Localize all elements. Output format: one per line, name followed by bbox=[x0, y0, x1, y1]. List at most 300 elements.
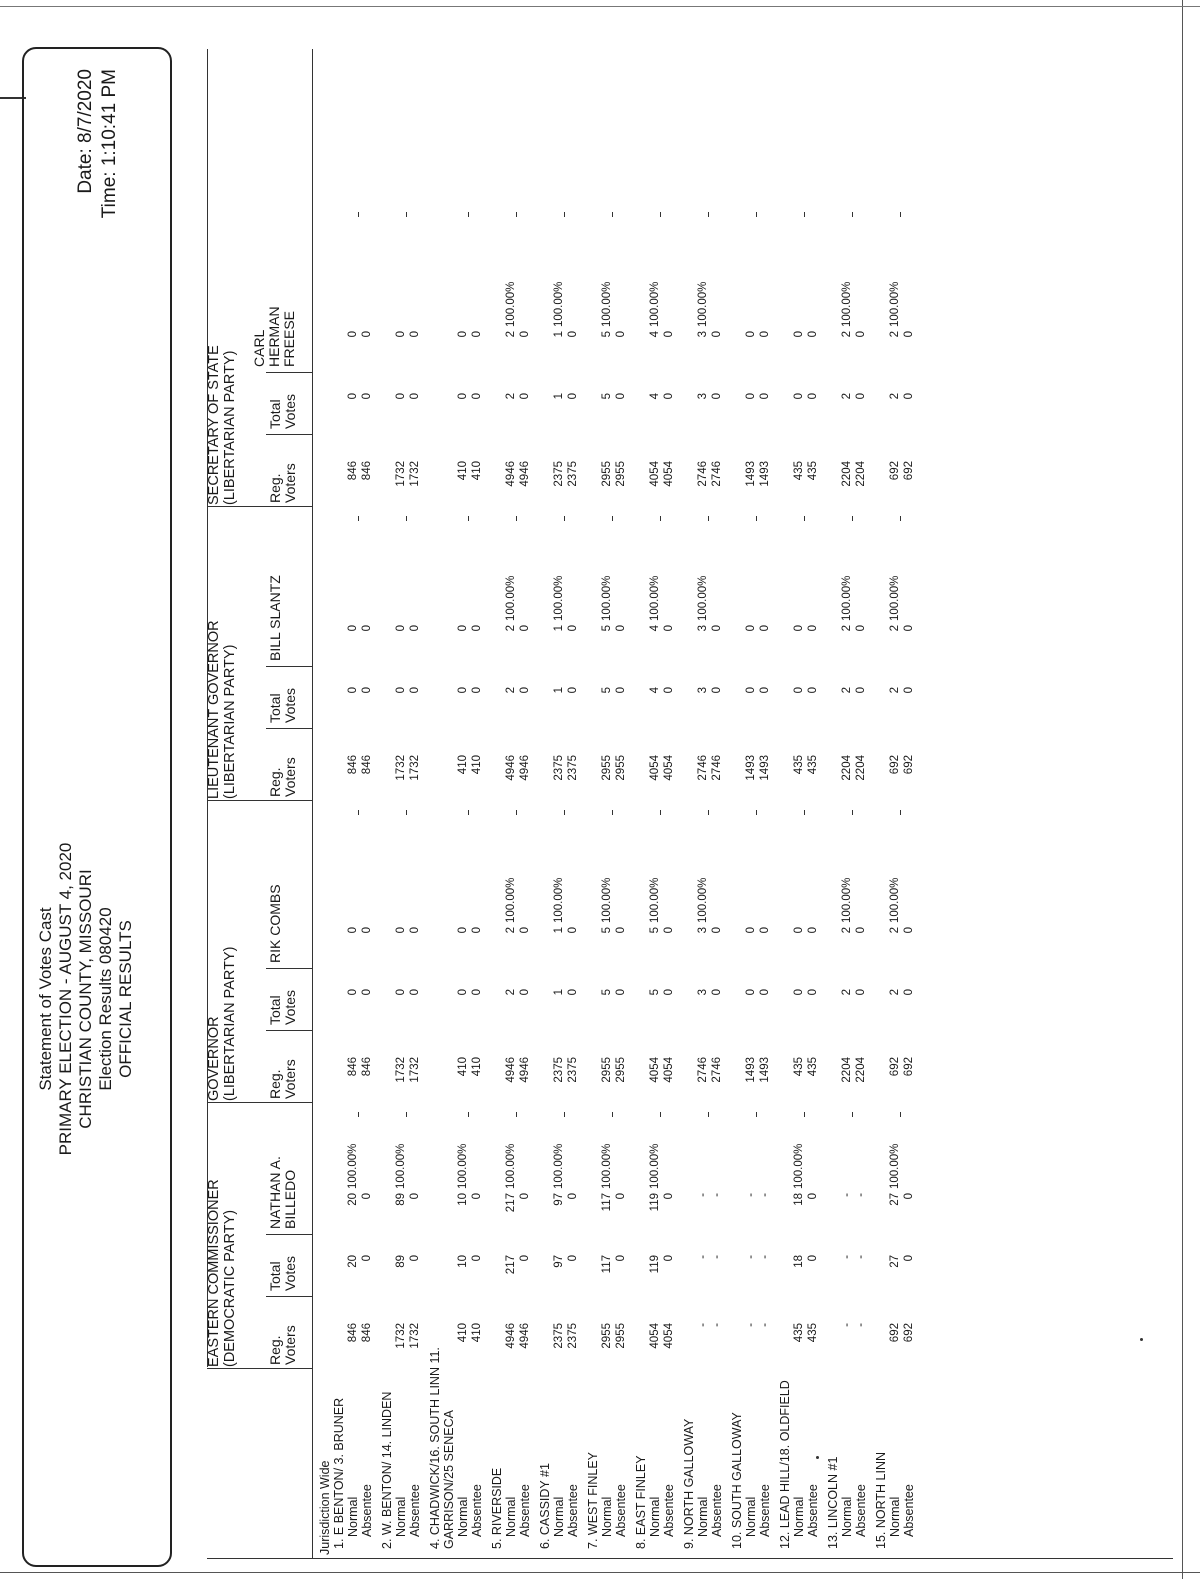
contest-title bbox=[206, 1179, 238, 1367]
total-votes-value: 0 bbox=[711, 989, 723, 996]
candidate-percent: 100.00% bbox=[601, 1143, 613, 1189]
reg-voters-value: 2955 bbox=[601, 461, 613, 487]
candidate-percent: 100.00% bbox=[889, 281, 901, 327]
reg-voters-value: 2204 bbox=[841, 461, 853, 487]
candidate-percent: 100.00% bbox=[553, 575, 565, 621]
scan-edge-line-left bbox=[0, 1572, 1200, 1573]
header-word: Reg. bbox=[267, 767, 283, 797]
reg-voters-value: 4946 bbox=[519, 461, 531, 487]
reg-voters-value: - bbox=[745, 1323, 757, 1327]
total-votes-value: 20 bbox=[347, 1255, 359, 1268]
row-label: Absentee bbox=[902, 1484, 916, 1537]
candidate-votes-value: 0 bbox=[457, 625, 469, 632]
candidate-votes-value: 0 bbox=[807, 927, 819, 934]
contest-party-line: (LIBERTARIAN PARTY) bbox=[222, 946, 238, 1101]
candidate-votes-value: 0 bbox=[663, 331, 675, 338]
precinct-name: 15. NORTH LINN bbox=[874, 1451, 888, 1549]
row-label: Normal bbox=[888, 1496, 902, 1537]
total-votes-value: 0 bbox=[567, 1255, 579, 1262]
reg-voters-value: 4946 bbox=[505, 461, 517, 487]
title-line: PRIMARY ELECTION - AUGUST 4, 2020 bbox=[56, 842, 75, 1156]
total-votes-value: 0 bbox=[615, 989, 627, 996]
reg-voters-value: 435 bbox=[807, 1057, 819, 1077]
candidate-votes-value: 2 bbox=[505, 625, 517, 632]
row-label: Absentee bbox=[710, 1484, 724, 1537]
reg-voters-value: - bbox=[759, 1323, 771, 1327]
candidate-votes-value: 0 bbox=[409, 927, 421, 934]
candidate-name-line: NATHAN A. bbox=[267, 1156, 283, 1229]
candidate-votes-value: 1 bbox=[553, 927, 565, 934]
reg-voters-value: 1732 bbox=[395, 1057, 407, 1083]
candidate-percent: 100.00% bbox=[649, 281, 661, 327]
jurisdiction-label: Jurisdiction Wide bbox=[318, 1460, 332, 1555]
total-votes-value: 2 bbox=[841, 393, 853, 400]
row-tick-mark bbox=[852, 212, 853, 217]
reg-voters-value: 846 bbox=[361, 755, 373, 775]
reg-voters-value: 1493 bbox=[745, 755, 757, 781]
candidate-votes-value: 97 bbox=[553, 1193, 565, 1206]
contest-party-line: (LIBERTARIAN PARTY) bbox=[222, 350, 238, 505]
candidate-votes-value: 0 bbox=[793, 927, 805, 934]
candidate-votes-value: 5 bbox=[601, 331, 613, 338]
reg-voters-value: 692 bbox=[903, 755, 915, 775]
reg-voters-value: 1493 bbox=[759, 1057, 771, 1083]
candidate-votes-value: 0 bbox=[361, 625, 373, 632]
candidate-votes-value: 0 bbox=[471, 1193, 483, 1200]
total-votes-value: 97 bbox=[553, 1255, 565, 1268]
total-votes-value: 18 bbox=[793, 1255, 805, 1268]
header-word: Reg. bbox=[267, 1069, 283, 1099]
total-votes-value: 3 bbox=[697, 687, 709, 694]
title-line: CHRISTIAN COUNTY, MISSOURI bbox=[76, 869, 95, 1129]
reg-voters-value: 692 bbox=[889, 1057, 901, 1077]
reg-voters-value: 410 bbox=[471, 1323, 483, 1343]
header-word: Votes bbox=[282, 1255, 298, 1291]
candidate-votes-value: 0 bbox=[519, 1193, 531, 1200]
candidate-percent: 100.00% bbox=[889, 1143, 901, 1189]
total-votes-value: 27 bbox=[889, 1255, 901, 1268]
candidate-votes-value: 5 bbox=[649, 927, 661, 934]
candidate-votes-value: 0 bbox=[615, 1193, 627, 1200]
total-votes-value: - bbox=[855, 1255, 867, 1259]
reg-voters-value: 435 bbox=[807, 755, 819, 775]
candidate-votes-value: 0 bbox=[663, 927, 675, 934]
row-label: Normal bbox=[744, 1496, 758, 1537]
candidate-votes-value: 5 bbox=[601, 625, 613, 632]
contest-divider bbox=[207, 1102, 313, 1103]
candidate-header bbox=[252, 306, 297, 367]
reg-voters-value: 410 bbox=[457, 461, 469, 481]
row-label: Normal bbox=[394, 1496, 408, 1537]
contest-title bbox=[206, 947, 238, 1101]
candidate-percent: 100.00% bbox=[649, 877, 661, 923]
header-word: Votes bbox=[282, 393, 298, 429]
contest-title-line: SECRETARY OF STATE bbox=[206, 345, 222, 505]
reg-voters-value: 2955 bbox=[615, 755, 627, 781]
reg-voters-value: 435 bbox=[807, 1323, 819, 1343]
row-label: Absentee bbox=[614, 1484, 628, 1537]
table-left-border bbox=[207, 1558, 1173, 1559]
candidate-votes-value: - bbox=[697, 1193, 709, 1197]
total-votes-value: 0 bbox=[793, 989, 805, 996]
column-header-rule bbox=[312, 49, 313, 1559]
row-label: Normal bbox=[696, 1496, 710, 1537]
candidate-votes-value: 0 bbox=[903, 625, 915, 632]
total-votes-value: 2 bbox=[889, 989, 901, 996]
total-votes-value: 2 bbox=[505, 989, 517, 996]
reg-voters-header bbox=[268, 463, 298, 503]
col-divider bbox=[266, 434, 312, 435]
total-votes-value: 0 bbox=[615, 687, 627, 694]
reg-voters-value: 846 bbox=[347, 755, 359, 775]
candidate-votes-value: 0 bbox=[759, 331, 771, 338]
candidate-percent: 100.00% bbox=[601, 281, 613, 327]
candidate-header bbox=[268, 575, 283, 661]
total-votes-value: - bbox=[745, 1255, 757, 1259]
reg-voters-value: 4054 bbox=[663, 1057, 675, 1083]
candidate-votes-value: 2 bbox=[889, 927, 901, 934]
candidate-percent: 100.00% bbox=[841, 575, 853, 621]
candidate-votes-value: 5 bbox=[601, 927, 613, 934]
total-votes-value: 0 bbox=[361, 1255, 373, 1262]
candidate-votes-value: 0 bbox=[567, 331, 579, 338]
reg-voters-value: 4946 bbox=[505, 1323, 517, 1349]
total-votes-value: 0 bbox=[807, 989, 819, 996]
title-line: Election Results 080420 bbox=[96, 907, 115, 1091]
total-votes-value: 3 bbox=[697, 393, 709, 400]
candidate-name-line: HERMAN bbox=[266, 306, 282, 367]
reg-voters-value: 1732 bbox=[409, 1057, 421, 1083]
candidate-votes-value: 1 bbox=[553, 625, 565, 632]
candidate-votes-value: 0 bbox=[903, 1193, 915, 1200]
candidate-percent: 100.00% bbox=[553, 877, 565, 923]
total-votes-value: - bbox=[711, 1255, 723, 1259]
header-word: Reg. bbox=[267, 473, 283, 503]
candidate-votes-value: - bbox=[759, 1193, 771, 1197]
candidate-votes-value: 0 bbox=[361, 927, 373, 934]
header-word: Votes bbox=[282, 687, 298, 723]
reg-voters-value: 4054 bbox=[663, 1323, 675, 1349]
row-label: Normal bbox=[792, 1496, 806, 1537]
candidate-votes-value: 0 bbox=[711, 625, 723, 632]
candidate-votes-value: 0 bbox=[409, 625, 421, 632]
reg-voters-value: 2375 bbox=[553, 1323, 565, 1349]
total-votes-value: 0 bbox=[519, 393, 531, 400]
row-label: Normal bbox=[552, 1496, 566, 1537]
candidate-votes-value: - bbox=[745, 1193, 757, 1197]
total-votes-value: 0 bbox=[347, 989, 359, 996]
row-tick-mark bbox=[358, 212, 359, 217]
reg-voters-value: 692 bbox=[889, 461, 901, 481]
reg-voters-value: 1493 bbox=[759, 461, 771, 487]
col-divider bbox=[266, 968, 312, 969]
reg-voters-value: 410 bbox=[457, 755, 469, 775]
total-votes-value: 0 bbox=[745, 989, 757, 996]
time-value: 1:10:41 PM bbox=[99, 69, 120, 167]
contest-divider bbox=[207, 506, 313, 507]
reg-voters-value: 2204 bbox=[841, 1057, 853, 1083]
candidate-votes-value: - bbox=[711, 1193, 723, 1197]
reg-voters-value: 410 bbox=[471, 755, 483, 775]
reg-voters-value: 4946 bbox=[505, 755, 517, 781]
reg-voters-value: 1732 bbox=[409, 755, 421, 781]
precinct-name: 1. E BENTON/ 3. BRUNER bbox=[332, 1397, 346, 1549]
total-votes-header bbox=[268, 394, 298, 429]
candidate-votes-value: 2 bbox=[505, 331, 517, 338]
reg-voters-value: 435 bbox=[793, 1323, 805, 1343]
reg-voters-value: 1493 bbox=[745, 461, 757, 487]
candidate-votes-value: 0 bbox=[519, 927, 531, 934]
candidate-votes-value: 0 bbox=[745, 331, 757, 338]
col-divider bbox=[266, 1296, 312, 1297]
reg-voters-value: 4054 bbox=[663, 755, 675, 781]
total-votes-value: 0 bbox=[347, 687, 359, 694]
header-word: Total bbox=[267, 399, 283, 429]
total-votes-value: 0 bbox=[457, 687, 469, 694]
candidate-percent: 100.00% bbox=[889, 877, 901, 923]
total-votes-value: 3 bbox=[697, 989, 709, 996]
total-votes-value: 0 bbox=[567, 393, 579, 400]
total-votes-value: 217 bbox=[505, 1255, 517, 1275]
scan-speck bbox=[1140, 1338, 1143, 1341]
reg-voters-value: 2204 bbox=[855, 461, 867, 487]
precinct-name: 9. NORTH GALLOWAY bbox=[682, 1418, 696, 1549]
candidate-votes-value: 2 bbox=[841, 927, 853, 934]
candidate-votes-value: - bbox=[855, 1193, 867, 1197]
candidate-name-line: FREESE bbox=[281, 310, 297, 367]
total-votes-value: 0 bbox=[361, 687, 373, 694]
total-votes-value: 0 bbox=[793, 687, 805, 694]
total-votes-value: 0 bbox=[361, 393, 373, 400]
candidate-votes-value: 2 bbox=[889, 331, 901, 338]
total-votes-value: 0 bbox=[903, 1255, 915, 1262]
row-label: Normal bbox=[346, 1496, 360, 1537]
row-label: Absentee bbox=[758, 1484, 772, 1537]
candidate-percent: 100.00% bbox=[347, 1143, 359, 1189]
header-word: Reg. bbox=[267, 1335, 283, 1365]
header-word: Voters bbox=[282, 1059, 298, 1099]
total-votes-value: 10 bbox=[457, 1255, 469, 1268]
reg-voters-value: 2375 bbox=[567, 1323, 579, 1349]
candidate-votes-value: 0 bbox=[807, 1193, 819, 1200]
candidate-percent: 100.00% bbox=[601, 575, 613, 621]
total-votes-value: 89 bbox=[395, 1255, 407, 1268]
candidate-percent: 100.00% bbox=[505, 1143, 517, 1189]
header-word: Voters bbox=[282, 757, 298, 797]
total-votes-value: 5 bbox=[601, 393, 613, 400]
candidate-votes-value: 0 bbox=[759, 927, 771, 934]
candidate-percent: 100.00% bbox=[395, 1143, 407, 1189]
candidate-votes-value: 0 bbox=[793, 625, 805, 632]
col-divider bbox=[266, 372, 312, 373]
candidate-header bbox=[268, 884, 283, 963]
candidate-votes-value: 0 bbox=[745, 927, 757, 934]
row-label: Absentee bbox=[518, 1484, 532, 1537]
reg-voters-value: 410 bbox=[471, 461, 483, 481]
total-votes-header bbox=[268, 1256, 298, 1291]
candidate-percent: 100.00% bbox=[841, 281, 853, 327]
precinct-name: 2. W. BENTON/ 14. LINDEN bbox=[380, 1391, 394, 1549]
candidate-votes-value: 0 bbox=[395, 927, 407, 934]
row-tick-mark bbox=[900, 212, 901, 217]
precinct-name: GARRISON/25 SENECA bbox=[442, 1410, 456, 1549]
reg-voters-value: 2746 bbox=[711, 755, 723, 781]
total-votes-value: 5 bbox=[649, 989, 661, 996]
reg-voters-value: - bbox=[711, 1323, 723, 1327]
total-votes-value: 0 bbox=[759, 687, 771, 694]
candidate-percent: 100.00% bbox=[553, 281, 565, 327]
precinct-name: 12. LEAD HILL/18. OLDFIELD bbox=[778, 1380, 792, 1549]
candidate-votes-value: 0 bbox=[711, 331, 723, 338]
reg-voters-value: 2955 bbox=[601, 1057, 613, 1083]
total-votes-value: 2 bbox=[841, 687, 853, 694]
reg-voters-value: 4054 bbox=[649, 461, 661, 487]
total-votes-value: 0 bbox=[519, 989, 531, 996]
col-divider bbox=[266, 666, 312, 667]
col-divider bbox=[266, 1234, 312, 1235]
title-line: Statement of Votes Cast bbox=[36, 907, 55, 1091]
total-votes-value: 0 bbox=[745, 393, 757, 400]
candidate-percent: 100.00% bbox=[505, 281, 517, 327]
reg-voters-value: 692 bbox=[889, 755, 901, 775]
row-tick-mark bbox=[612, 212, 613, 217]
total-votes-value: 0 bbox=[711, 687, 723, 694]
candidate-votes-value: 0 bbox=[567, 927, 579, 934]
total-votes-value: 0 bbox=[903, 989, 915, 996]
candidate-votes-value: 2 bbox=[889, 625, 901, 632]
date-label: Date: bbox=[75, 148, 96, 194]
candidate-percent: 100.00% bbox=[697, 877, 709, 923]
total-votes-value: 0 bbox=[409, 989, 421, 996]
contest-title bbox=[206, 345, 238, 505]
reg-voters-value: 2375 bbox=[553, 461, 565, 487]
title-line: OFFICIAL RESULTS bbox=[116, 920, 135, 1078]
reg-voters-value: 2746 bbox=[697, 755, 709, 781]
total-votes-value: 0 bbox=[395, 393, 407, 400]
total-votes-value: 0 bbox=[471, 393, 483, 400]
total-votes-value: 2 bbox=[889, 687, 901, 694]
reg-voters-value: 846 bbox=[361, 1323, 373, 1343]
header-word: Votes bbox=[282, 989, 298, 1025]
precinct-name: 6. CASSIDY #1 bbox=[538, 1463, 552, 1549]
candidate-votes-value: 89 bbox=[395, 1193, 407, 1206]
candidate-votes-value: 0 bbox=[519, 625, 531, 632]
contest-title bbox=[206, 620, 238, 799]
row-label: Normal bbox=[840, 1496, 854, 1537]
total-votes-value: 2 bbox=[889, 393, 901, 400]
candidate-percent: 100.00% bbox=[601, 877, 613, 923]
reg-voters-value: 2746 bbox=[697, 1057, 709, 1083]
candidate-votes-value: 0 bbox=[471, 625, 483, 632]
candidate-votes-value: 0 bbox=[519, 331, 531, 338]
row-tick-mark bbox=[516, 212, 517, 217]
total-votes-value: 0 bbox=[663, 989, 675, 996]
candidate-votes-value: 2 bbox=[841, 331, 853, 338]
contest-title-line: GOVERNOR bbox=[206, 1016, 222, 1101]
row-label: Absentee bbox=[566, 1484, 580, 1537]
row-label: Absentee bbox=[854, 1484, 868, 1537]
total-votes-value: - bbox=[759, 1255, 771, 1259]
reg-voters-value: 2746 bbox=[697, 461, 709, 487]
reg-voters-value: 2746 bbox=[711, 1057, 723, 1083]
candidate-votes-value: 0 bbox=[903, 927, 915, 934]
candidate-votes-value: 0 bbox=[759, 625, 771, 632]
total-votes-value: 0 bbox=[663, 1255, 675, 1262]
row-tick-mark bbox=[804, 212, 805, 217]
scan-edge-line bbox=[1182, 0, 1183, 1579]
total-votes-value: 0 bbox=[745, 687, 757, 694]
reg-voters-value: 2955 bbox=[601, 755, 613, 781]
row-tick-mark bbox=[406, 212, 407, 217]
reg-voters-value: 2204 bbox=[841, 755, 853, 781]
candidate-votes-value: 0 bbox=[567, 625, 579, 632]
candidate-votes-value: 0 bbox=[409, 331, 421, 338]
precinct-name: 7. WEST FINLEY bbox=[586, 1451, 600, 1549]
reg-voters-value: 410 bbox=[457, 1323, 469, 1343]
candidate-votes-value: 0 bbox=[663, 625, 675, 632]
total-votes-value: 0 bbox=[807, 393, 819, 400]
total-votes-value: 0 bbox=[759, 393, 771, 400]
reg-voters-value: 2375 bbox=[567, 461, 579, 487]
total-votes-value: 0 bbox=[903, 393, 915, 400]
candidate-votes-value: 0 bbox=[615, 625, 627, 632]
reg-voters-value: 4946 bbox=[519, 1057, 531, 1083]
row-label: Absentee bbox=[662, 1484, 676, 1537]
candidate-votes-value: 0 bbox=[347, 927, 359, 934]
total-votes-value: 0 bbox=[395, 989, 407, 996]
total-votes-value: 0 bbox=[519, 687, 531, 694]
col-divider bbox=[266, 728, 312, 729]
candidate-votes-value: 0 bbox=[807, 625, 819, 632]
reg-voters-value: 2204 bbox=[855, 755, 867, 781]
precinct-name: 10. SOUTH GALLOWAY bbox=[730, 1412, 744, 1549]
candidate-votes-value: 0 bbox=[395, 625, 407, 632]
candidate-votes-value: 3 bbox=[697, 927, 709, 934]
reg-voters-value: 846 bbox=[347, 1323, 359, 1343]
candidate-votes-value: 0 bbox=[471, 331, 483, 338]
total-votes-value: 0 bbox=[903, 687, 915, 694]
reg-voters-value: 410 bbox=[471, 1057, 483, 1077]
candidate-votes-value: 0 bbox=[457, 331, 469, 338]
candidate-percent: 100.00% bbox=[841, 877, 853, 923]
row-label: Absentee bbox=[360, 1484, 374, 1537]
total-votes-value: 0 bbox=[567, 687, 579, 694]
row-tick-mark bbox=[468, 212, 469, 217]
row-tick-mark bbox=[708, 212, 709, 217]
date-time-block bbox=[74, 69, 122, 269]
total-votes-value: 4 bbox=[649, 687, 661, 694]
reg-voters-value: 4054 bbox=[649, 1323, 661, 1349]
header-word: Total bbox=[267, 995, 283, 1025]
contest-party-line: (LIBERTARIAN PARTY) bbox=[222, 644, 238, 799]
total-votes-value: - bbox=[841, 1255, 853, 1259]
reg-voters-header bbox=[268, 1325, 298, 1365]
candidate-percent: 100.00% bbox=[649, 1143, 661, 1189]
total-votes-value: 0 bbox=[519, 1255, 531, 1262]
reg-voters-value: 4946 bbox=[519, 755, 531, 781]
total-votes-value: 0 bbox=[567, 989, 579, 996]
candidate-votes-value: 0 bbox=[855, 927, 867, 934]
reg-voters-value: 2955 bbox=[615, 1323, 627, 1349]
candidate-votes-value: 0 bbox=[711, 927, 723, 934]
reg-voters-value: 846 bbox=[361, 1057, 373, 1077]
reg-voters-value: - bbox=[697, 1323, 709, 1327]
reg-voters-value: 692 bbox=[889, 1323, 901, 1343]
candidate-votes-value: 3 bbox=[697, 625, 709, 632]
reg-voters-value: 846 bbox=[347, 1057, 359, 1077]
candidate-votes-value: 0 bbox=[807, 331, 819, 338]
candidate-votes-value: 1 bbox=[553, 331, 565, 338]
